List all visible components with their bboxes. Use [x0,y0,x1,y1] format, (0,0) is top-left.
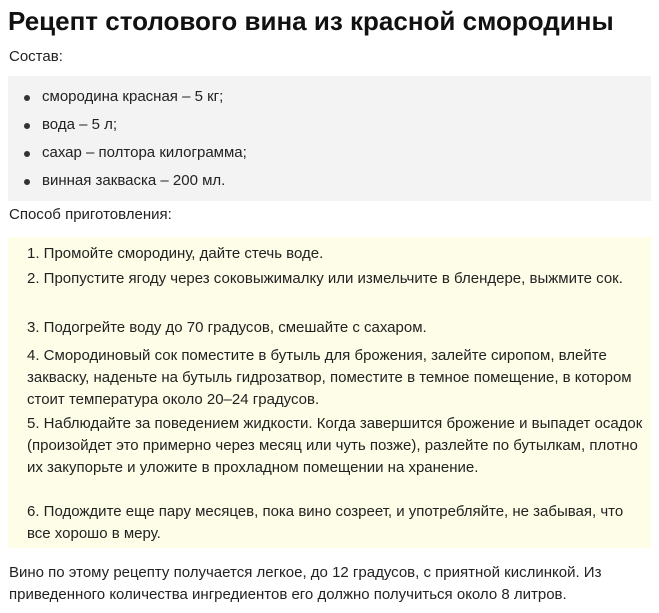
ingredient-text: смородина красная – 5 кг; [42,88,224,105]
page-title: Рецепт столового вина из красной смородины [8,6,614,36]
ingredient-text: винная закваска – 200 мл. [42,172,226,189]
bullet-icon [24,95,30,101]
steps-list [8,237,651,548]
step-item: 4. Смородиновый сок поместите в бутыль для брожения, залейте сиропом, влейте закваску, наденьте на бутыль гидрозатвор, поместите в темное помещение, в котором стоит температура около 20–24 градусов. [27,347,632,408]
step-item: 1. Промойте смородину, дайте стечь воде. [27,245,324,262]
outro-paragraph: Вино по этому рецепту получается легкое, до 12 градусов, с приятной кислинкой. Из приведенного количества ингредиентов его должно получиться около 8 литров. [9,564,602,603]
method-label: Способ приготовления: [9,206,172,223]
ingredient-text: сахар – полтора килограмма; [42,144,247,161]
bullet-icon [24,123,30,129]
bullet-icon [24,179,30,185]
ingredients-list [8,76,651,201]
composition-label: Состав: [9,48,63,65]
step-item: 6. Подождите еще пару месяцев, пока вино созреет, и употребляйте, не забывая, что все хорошо в меру. [27,503,624,542]
step-item: 3. Подогрейте воду до 70 градусов, смешайте с сахаром. [27,319,427,336]
ingredient-text: вода – 5 л; [42,116,118,133]
step-item: 5. Наблюдайте за поведением жидкости. Когда завершится брожение и выпадет осадок (произойдет это примерно через месяц или чуть позже), разлейте по бутылкам, плотно их закупорьте и уложите в прохладном помещении на хранение. [27,415,643,476]
bullet-icon [24,151,30,157]
step-item: 2. Пропустите ягоду через соковыжималку или измельчите в блендере, выжмите сок. [27,270,623,287]
